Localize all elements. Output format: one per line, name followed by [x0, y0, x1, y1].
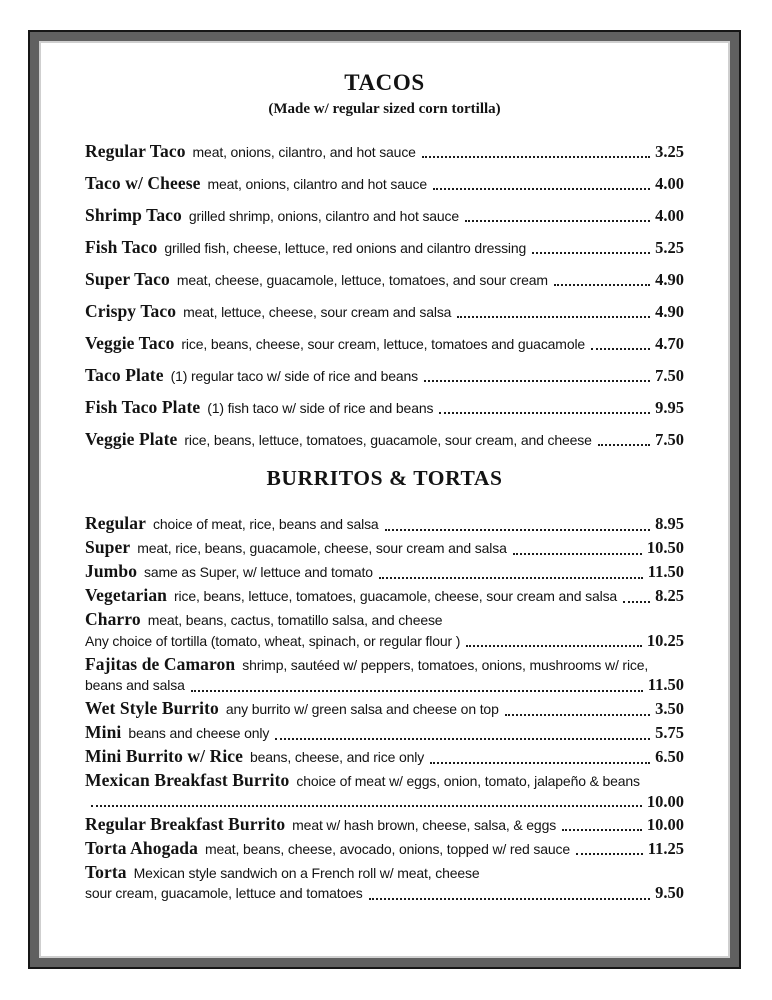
item-name: Taco Plate	[85, 365, 164, 385]
item-name: Charro	[85, 609, 141, 629]
dot-leader	[422, 156, 650, 158]
item-name: Super	[85, 537, 131, 557]
item-price: 10.50	[646, 538, 684, 557]
menu-item	[85, 699, 684, 720]
item-price: 5.75	[655, 723, 684, 742]
item-price: 4.90	[655, 270, 684, 289]
item-description: meat, cheese, guacamole, lettuce, tomatoes, and sour cream	[176, 272, 548, 288]
menu-item	[85, 269, 684, 290]
menu-item-line	[85, 141, 684, 162]
item-description: any burrito w/ green salsa and cheese on top	[225, 701, 499, 717]
menu-item	[85, 538, 684, 559]
item-price: 7.50	[655, 366, 684, 385]
menu-item	[85, 723, 684, 744]
menu-item	[85, 586, 684, 607]
dot-leader	[466, 645, 642, 647]
menu-item-line	[85, 655, 684, 676]
menu-item-continuation-line	[85, 792, 684, 812]
item-name: Mini	[85, 722, 122, 742]
section-items	[85, 514, 684, 904]
menu-item-line	[85, 429, 684, 450]
menu-item	[85, 839, 684, 860]
menu-item-line	[85, 586, 684, 607]
item-name: Regular Taco	[85, 141, 186, 161]
item-description: meat, rice, beans, guacamole, cheese, sour cream and salsa	[137, 540, 507, 556]
item-description: rice, beans, cheese, sour cream, lettuce, tomatoes and guacamole	[181, 336, 586, 352]
menu-item	[85, 205, 684, 226]
menu-item-line	[85, 301, 684, 322]
menu-item-line	[85, 514, 684, 535]
item-name: Torta	[85, 861, 127, 882]
menu-item-continuation-line	[85, 883, 684, 904]
item-name: Fish Taco Plate	[85, 397, 201, 417]
item-name: Veggie Taco	[85, 333, 175, 353]
menu-border-frame	[28, 30, 741, 969]
menu-item-line	[85, 771, 684, 792]
dot-leader	[439, 412, 650, 414]
menu-item	[85, 514, 684, 535]
item-price: 4.00	[655, 174, 684, 193]
dot-leader	[591, 348, 650, 350]
item-description: meat, beans, cactus, tomatillo salsa, and cheese	[147, 612, 443, 628]
item-description: meat w/ hash brown, cheese, salsa, & eggs	[292, 816, 557, 833]
menu-item-line	[85, 173, 684, 194]
item-name: Mini Burrito w/ Rice	[85, 746, 244, 766]
menu-item	[85, 333, 684, 354]
menu-item-line	[85, 237, 684, 258]
dot-leader	[562, 829, 642, 831]
menu-item-line	[85, 815, 684, 836]
item-description: meat, lettuce, cheese, sour cream and salsa	[183, 304, 452, 320]
item-price: 11.25	[647, 838, 684, 858]
menu-item-line	[85, 397, 684, 418]
menu-item-line	[85, 562, 684, 583]
menu-item-line	[85, 333, 684, 354]
menu-content	[41, 43, 728, 956]
dot-leader	[554, 284, 650, 286]
item-name: Crispy Taco	[85, 301, 177, 321]
dot-leader	[369, 898, 651, 900]
item-name: Veggie Plate	[85, 429, 178, 449]
menu-item-line	[85, 723, 684, 744]
menu-item-continuation-line	[85, 675, 684, 696]
item-price: 11.50	[647, 675, 684, 694]
item-name: Regular Breakfast Burrito	[85, 813, 286, 834]
menu-item	[85, 365, 684, 386]
item-price: 9.95	[655, 398, 684, 417]
item-price: 7.50	[655, 430, 684, 449]
item-name: Mexican Breakfast Burrito	[85, 770, 290, 790]
item-price: 4.00	[655, 206, 684, 225]
item-description: beans, cheese, and rice only	[250, 749, 425, 765]
item-price: 4.70	[655, 334, 684, 353]
item-name: Fish Taco	[85, 237, 158, 257]
item-price: 11.50	[647, 562, 684, 581]
item-name: Vegetarian	[85, 585, 168, 605]
item-price: 8.95	[655, 514, 684, 533]
menu-item	[85, 173, 684, 194]
menu-item	[85, 610, 684, 651]
dot-leader	[532, 252, 650, 254]
dot-leader	[457, 316, 650, 318]
section-title: BURRITOS & TORTAS	[266, 466, 503, 490]
item-continuation: sour cream, guacamole, lettuce and tomatoes	[85, 885, 363, 901]
item-name: Torta Ahogada	[85, 837, 198, 858]
frame-inner-line	[39, 41, 730, 958]
dot-leader	[598, 444, 650, 446]
item-name: Regular	[85, 513, 146, 533]
item-name: Shrimp Taco	[85, 205, 182, 225]
menu-item	[85, 771, 684, 811]
item-price: 5.25	[655, 238, 684, 257]
frame-gray-band	[30, 32, 739, 967]
item-description: meat, onions, cilantro and hot sauce	[207, 176, 427, 192]
item-description: grilled shrimp, onions, cilantro and hot sauce	[188, 208, 460, 224]
menu-item	[85, 141, 684, 162]
item-name: Super Taco	[85, 269, 170, 289]
dot-leader	[424, 380, 650, 382]
dot-leader	[91, 805, 642, 807]
menu-item-line	[85, 538, 684, 559]
item-name: Wet Style Burrito	[85, 698, 219, 718]
item-description: same as Super, w/ lettuce and tomato	[144, 564, 373, 580]
item-description: choice of meat w/ eggs, onion, tomato, jalapeño & beans	[296, 773, 640, 789]
menu-item-line	[85, 747, 684, 768]
item-price: 10.00	[646, 791, 684, 811]
menu-item	[85, 747, 684, 768]
item-price: 9.50	[655, 883, 684, 902]
menu-item-line	[85, 365, 684, 386]
dot-leader	[465, 220, 650, 222]
menu-item-line	[85, 610, 684, 631]
menu-section	[85, 69, 684, 450]
menu-item	[85, 397, 684, 418]
section-title: TACOS	[344, 70, 425, 95]
item-price: 3.50	[655, 699, 684, 718]
menu-item	[85, 863, 684, 904]
item-continuation: Any choice of tortilla (tomato, wheat, spinach, or regular flour )	[85, 632, 461, 649]
item-price: 10.25	[646, 630, 684, 650]
dot-leader	[191, 690, 643, 692]
section-items	[85, 141, 684, 450]
dot-leader	[513, 553, 642, 555]
item-description: meat, beans, cheese, avocado, onions, topped w/ red sauce	[204, 840, 571, 857]
section-subtitle: (Made w/ regular sized corn tortilla)	[268, 101, 501, 117]
item-description: grilled fish, cheese, lettuce, red onions and cilantro dressing	[164, 240, 527, 256]
item-price: 6.50	[655, 747, 684, 766]
item-name: Taco w/ Cheese	[85, 173, 201, 193]
item-price: 3.25	[655, 142, 684, 161]
item-description: beans and cheese only	[128, 725, 270, 741]
menu-item-line	[85, 839, 684, 860]
item-price: 4.90	[655, 302, 684, 321]
item-name: Jumbo	[85, 561, 138, 581]
item-description: meat, onions, cilantro, and hot sauce	[192, 144, 416, 160]
item-description: Mexican style sandwich on a French roll w/ meat, cheese	[133, 864, 480, 881]
menu-item	[85, 237, 684, 258]
menu-item-continuation-line	[85, 631, 684, 652]
dot-leader	[623, 601, 650, 603]
dot-leader	[576, 853, 643, 855]
menu-item-line	[85, 699, 684, 720]
item-price: 10.00	[646, 814, 684, 834]
menu-item-line	[85, 269, 684, 290]
item-price: 8.25	[655, 586, 684, 605]
menu-item-line	[85, 205, 684, 226]
dot-leader	[433, 188, 650, 190]
menu-item	[85, 301, 684, 322]
item-description: (1) fish taco w/ side of rice and beans	[207, 400, 434, 416]
item-description: rice, beans, lettuce, tomatoes, guacamole, sour cream, and cheese	[184, 432, 592, 448]
item-description: choice of meat, rice, beans and salsa	[152, 516, 379, 532]
item-continuation: beans and salsa	[85, 677, 185, 693]
dot-leader	[275, 738, 650, 740]
menu-item-line	[85, 863, 684, 884]
dot-leader	[379, 577, 643, 579]
item-description: rice, beans, lettuce, tomatoes, guacamole, cheese, sour cream and salsa	[174, 588, 618, 604]
menu-item	[85, 562, 684, 583]
item-name: Fajitas de Camaron	[85, 653, 236, 674]
menu-item	[85, 815, 684, 836]
dot-leader	[505, 714, 650, 716]
item-description: shrimp, sautéed w/ peppers, tomatoes, onions, mushrooms w/ rice,	[242, 656, 649, 673]
dot-leader	[385, 529, 651, 531]
menu-section	[85, 464, 684, 904]
menu-item	[85, 655, 684, 696]
dot-leader	[430, 762, 650, 764]
menu-item	[85, 429, 684, 450]
item-description: (1) regular taco w/ side of rice and beans	[170, 368, 418, 384]
